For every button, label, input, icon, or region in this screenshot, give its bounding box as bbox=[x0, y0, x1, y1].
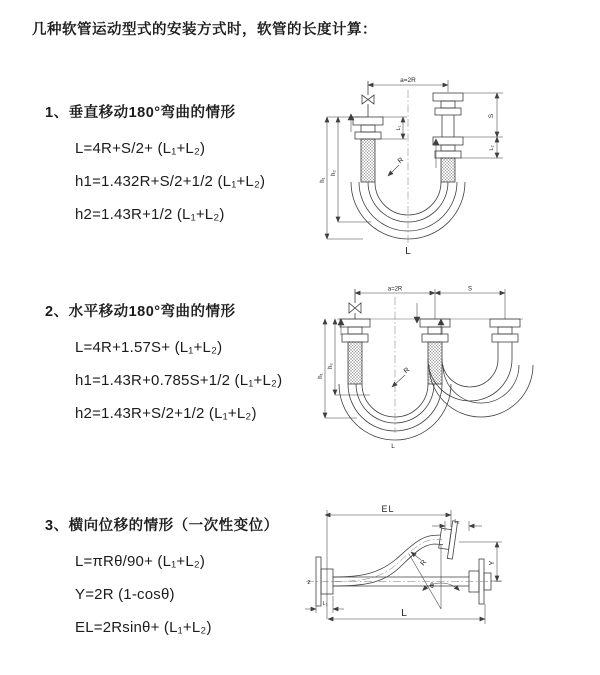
braided-hose-left bbox=[348, 342, 362, 384]
section-2-heading: 2、水平移动180°弯曲的情形 bbox=[45, 304, 236, 320]
dim-label-s: S bbox=[488, 113, 495, 119]
length-label: L bbox=[405, 246, 411, 257]
dim-label-span: a=2R bbox=[400, 77, 416, 84]
dim-label-h2: h₂ bbox=[331, 170, 337, 176]
dim-label-h1: h₁ bbox=[318, 373, 324, 379]
flange-displaced bbox=[437, 519, 460, 559]
formula-h1: h1=1.43R+0.785S+1/2 (L₁+L₂) bbox=[75, 372, 283, 389]
dimensions bbox=[305, 510, 502, 624]
length-label: L bbox=[401, 608, 407, 619]
hose-assembly bbox=[316, 519, 491, 609]
section-horizontal-180 bbox=[45, 300, 282, 430]
dim-label-l2: L₂ bbox=[489, 145, 495, 151]
radius-label: R bbox=[402, 366, 412, 376]
section-1-heading: 1、垂直移动180°弯曲的情形 bbox=[45, 105, 236, 121]
radius-label: R bbox=[419, 558, 429, 568]
up-arrow-right bbox=[433, 139, 439, 145]
valve-icon bbox=[349, 303, 361, 313]
down-arrow bbox=[414, 317, 420, 323]
radius-label: R bbox=[396, 156, 406, 166]
dim-label-y: Y bbox=[489, 560, 496, 566]
section-3-formulas bbox=[45, 545, 279, 644]
radius-leader bbox=[411, 552, 421, 560]
up-arrow-middle bbox=[438, 319, 444, 325]
formula-y: Y=2R (1-cosθ) bbox=[75, 586, 175, 603]
section-2-formulas bbox=[45, 331, 282, 430]
dim-label-el: EL bbox=[381, 504, 395, 514]
dim-label-l1: L₁ bbox=[322, 601, 328, 607]
section-3-heading: 3、横向位移的情形（一次性变位） bbox=[45, 518, 279, 534]
radius-leader bbox=[388, 165, 399, 176]
dim-label-l1: L₁ bbox=[396, 125, 402, 131]
braided-hose-left bbox=[361, 139, 375, 182]
valve-icon bbox=[362, 95, 374, 104]
dim-label-h1: h₁ bbox=[320, 177, 326, 183]
formula-h2: h2=1.43R+S/2+1/2 (L₁+L₂) bbox=[75, 405, 257, 422]
section-vertical-180 bbox=[45, 101, 265, 231]
diagram-lateral-displacement bbox=[301, 497, 563, 655]
up-arrow-left bbox=[338, 319, 344, 325]
formula-h1: h1=1.432R+S/2+1/2 (L₁+L₂) bbox=[75, 173, 266, 190]
centerline-mark: z bbox=[307, 579, 311, 586]
length-label: L bbox=[391, 443, 395, 450]
section-lateral-displacement bbox=[45, 514, 279, 644]
page-title: 几种软管运动型式的安装方式时，软管的长度计算： bbox=[32, 22, 377, 38]
hose-curve-top bbox=[333, 535, 441, 577]
formula-l: L=πRθ/90+ (L₁+L₂) bbox=[75, 553, 206, 570]
formula-l: L=4R+1.57S+ (L₁+L₂) bbox=[75, 339, 223, 356]
hose-assembly bbox=[339, 286, 533, 440]
dimensions bbox=[327, 80, 503, 239]
theta-label: θ bbox=[430, 583, 434, 590]
radius-leader bbox=[392, 375, 405, 387]
formula-el: EL=2Rsinθ+ (L₁+L₂) bbox=[75, 619, 212, 636]
formula-h2: h2=1.43R+1/2 (L₁+L₂) bbox=[75, 206, 225, 223]
formula-l: L=4R+S/2+ (L₁+L₂) bbox=[75, 140, 206, 157]
diagram-horizontal-180-bend bbox=[315, 281, 547, 469]
dim-label-h2: h₂ bbox=[328, 363, 334, 369]
braided-hose-right bbox=[441, 158, 455, 182]
diagram-vertical-180-bend bbox=[315, 70, 547, 258]
dim-label-l2: L₂ bbox=[454, 519, 460, 525]
dim-label-span: a=2R bbox=[387, 286, 403, 293]
dim-label-s: S bbox=[467, 286, 473, 293]
section-1-formulas bbox=[45, 132, 265, 231]
